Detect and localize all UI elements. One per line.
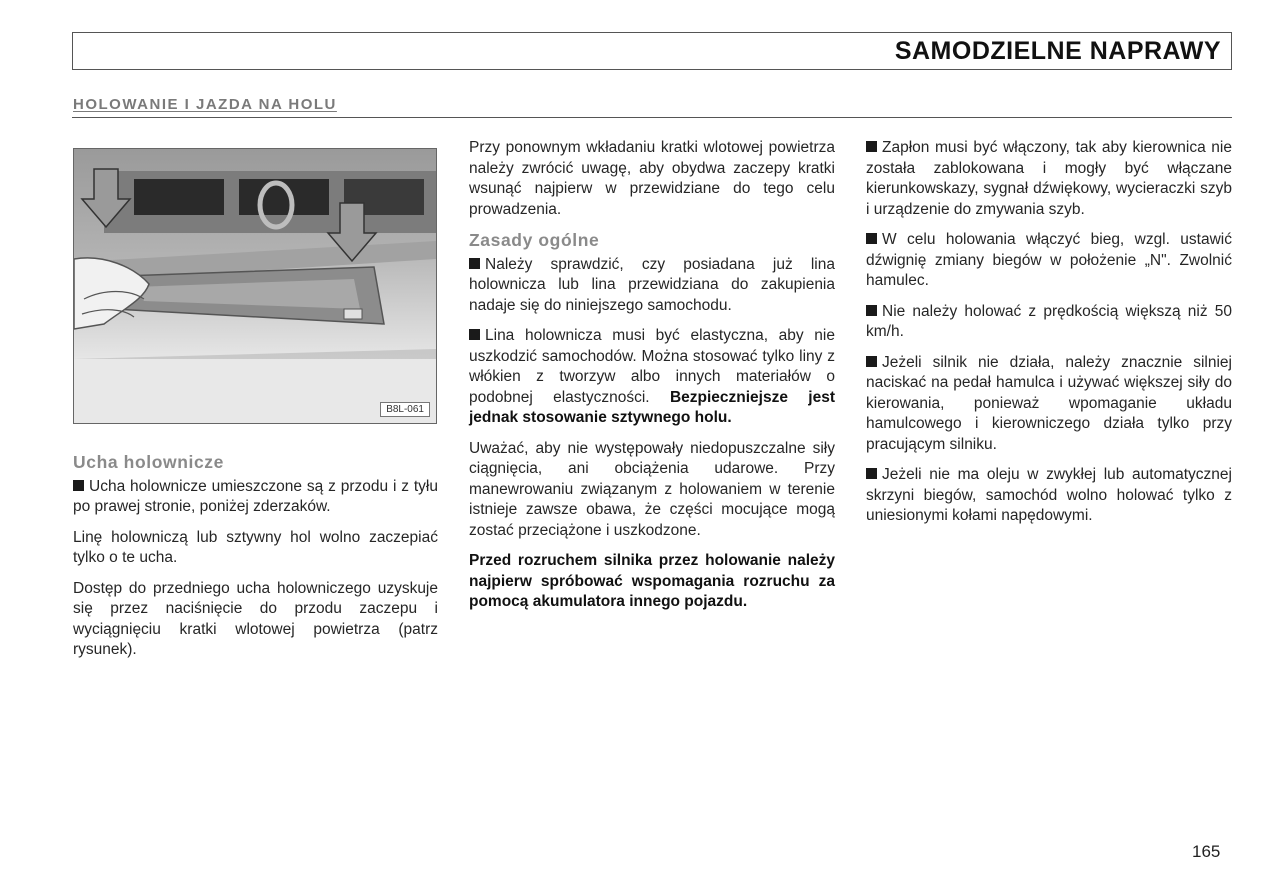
page-header-title: SAMODZIELNE NAPRAWY — [894, 36, 1221, 65]
bullet-square-icon — [866, 233, 877, 244]
header-box — [72, 32, 1232, 70]
grille-removal-figure — [73, 148, 437, 424]
bullet-square-icon — [866, 468, 877, 479]
section-divider — [72, 117, 1232, 118]
paragraph — [866, 353, 1232, 456]
column-1 — [73, 452, 438, 671]
page-number: 165 — [1192, 842, 1221, 861]
paragraph — [469, 255, 835, 317]
paragraph — [866, 302, 1232, 343]
paragraph-bold-text: Bezpieczniejsze jest jednak stosowanie sztywnego holu. — [469, 388, 835, 426]
section-heading: HOLOWANIE I JAZDA NA HOLU — [73, 96, 337, 113]
column-3 — [866, 138, 1232, 537]
figure-code-label: B8L-061 — [380, 402, 430, 417]
column-2 — [469, 138, 835, 623]
paragraph: Przy ponownym wkładaniu kratki wlotowej powietrza należy zwrócić uwagę, aby obydwa zaczepy kratki wsunąć najpierw w przewidziane do tego celu prowadzenia. — [469, 139, 835, 218]
subheading-towing-eyes: Ucha holownicze — [73, 452, 224, 472]
paragraph — [866, 138, 1232, 220]
paragraph — [866, 230, 1232, 292]
paragraph-text: Jeżeli nie ma oleju w zwykłej lub automatycznej skrzyni biegów, samochód wolno holować tylko z uniesionymi kołami napędowymi. — [866, 466, 1232, 524]
paragraph-text: Nie należy holować z prędkością większą niż 50 km/h. — [866, 302, 1232, 340]
grille-illustration — [74, 149, 436, 423]
paragraph: Uważać, aby nie występowały niedopuszczalne siły ciągnięcia, ani obciążenia udarowe. Przy manewrowaniu związanym z holowaniem w terenie istnieje zawsze obawa, że części mocujące mogą zostać przeciążone i uszkodzone. — [469, 439, 835, 539]
paragraph-text: W celu holowania włączyć bieg, wzgl. ustawić dźwignię zmiany biegów w położenie „N". Zwolnić hamulec. — [866, 231, 1232, 289]
paragraph-text: Należy sprawdzić, czy posiadana już lina holownicza lub lina przewidziana do zakupienia nadaje się do niniejszego samochodu. — [469, 255, 835, 314]
subheading-general-rules: Zasady ogólne — [469, 230, 600, 250]
paragraph — [73, 477, 438, 518]
bullet-square-icon — [866, 141, 877, 152]
paragraph: Dostęp do przedniego ucha holowniczego uzyskuje się przez naciśnięcie do przodu zaczepu i wyciągnięciu kratki wlotowej powietrza (patrz rysunek). — [73, 579, 438, 658]
bullet-square-icon — [866, 305, 877, 316]
paragraph-text: Ucha holownicze umieszczone są z przodu i z tyłu po prawej stronie, poniżej zderzaków. — [73, 477, 438, 515]
bullet-square-icon — [73, 480, 84, 491]
bullet-square-icon — [866, 356, 877, 367]
paragraph-text: Jeżeli silnik nie działa, należy znacznie silniej naciskać na pedał hamulca i używać większej siły do kierowania, ponieważ wpomaganie układu hamulcowego i kierowniczego działa tylko przy pracującym silniku. — [866, 353, 1232, 453]
paragraph: Linę holowniczą lub sztywny hol wolno zaczepiać tylko o te ucha. — [73, 528, 438, 566]
bullet-square-icon — [469, 329, 480, 340]
bullet-square-icon — [469, 258, 480, 269]
warning-paragraph: Przed rozruchem silnika przez holowanie należy najpierw spróbować wspomagania rozruchu za pomocą akumulatora innego pojazdu. — [469, 552, 835, 610]
paragraph-text: Lina holownicza musi być elastyczna, aby nie uszkodzić samochodów. Można stosować tylko liny z włókien z tworzyw albo innych materiałów o podobnej elastyczności. — [469, 327, 835, 406]
paragraph — [866, 465, 1232, 527]
paragraph-text: Zapłon musi być włączony, tak aby kierownica nie została zablokowana i mogły być włączane kierunkowskazy, sygnał dźwiękowy, wycieraczki szyb i urządzenie do zmywania szyb. — [866, 139, 1232, 218]
paragraph — [469, 326, 835, 429]
